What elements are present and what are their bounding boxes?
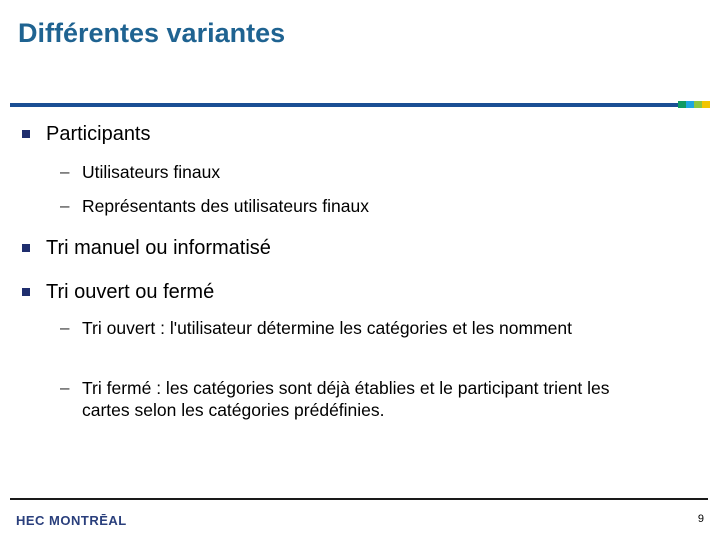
sub-bullet-item bbox=[60, 161, 660, 183]
sub-bullet-item bbox=[60, 317, 650, 339]
dash-bullet-icon: – bbox=[60, 318, 70, 337]
sub-bullet-item bbox=[60, 195, 660, 217]
sub-bullet-text: Représentants des utilisateurs finaux bbox=[82, 196, 369, 216]
sub-bullet-text: Tri fermé : les catégories sont déjà établies et le participant trient les cartes selon les catégories prédéfinies. bbox=[82, 378, 610, 420]
square-bullet-icon bbox=[22, 244, 30, 252]
page-number: 9 bbox=[697, 513, 704, 525]
square-bullet-icon bbox=[22, 288, 30, 296]
sub-bullet-text: Utilisateurs finaux bbox=[82, 162, 221, 182]
bullet-text: Participants bbox=[46, 123, 151, 145]
dash-bullet-icon: – bbox=[60, 162, 70, 181]
bullet-item bbox=[22, 280, 214, 304]
bullet-text: Tri ouvert ou fermé bbox=[46, 281, 215, 303]
sub-bullet-text: Tri ouvert : l'utilisateur détermine les catégories et les nomment bbox=[82, 318, 572, 338]
dash-bullet-icon: – bbox=[60, 378, 70, 397]
bullet-text: Tri manuel ou informatisé bbox=[46, 237, 271, 259]
logo-text: HEC MONTRĒAL bbox=[16, 512, 127, 528]
slide-title: Différentes variantes bbox=[18, 18, 286, 48]
sub-bullet-item bbox=[60, 377, 660, 421]
dash-bullet-icon: – bbox=[60, 196, 70, 215]
bullet-item bbox=[22, 122, 151, 146]
hec-montreal-logo bbox=[16, 510, 127, 530]
footer-divider bbox=[10, 498, 708, 500]
square-bullet-icon bbox=[22, 130, 30, 138]
bullet-item bbox=[22, 236, 271, 260]
